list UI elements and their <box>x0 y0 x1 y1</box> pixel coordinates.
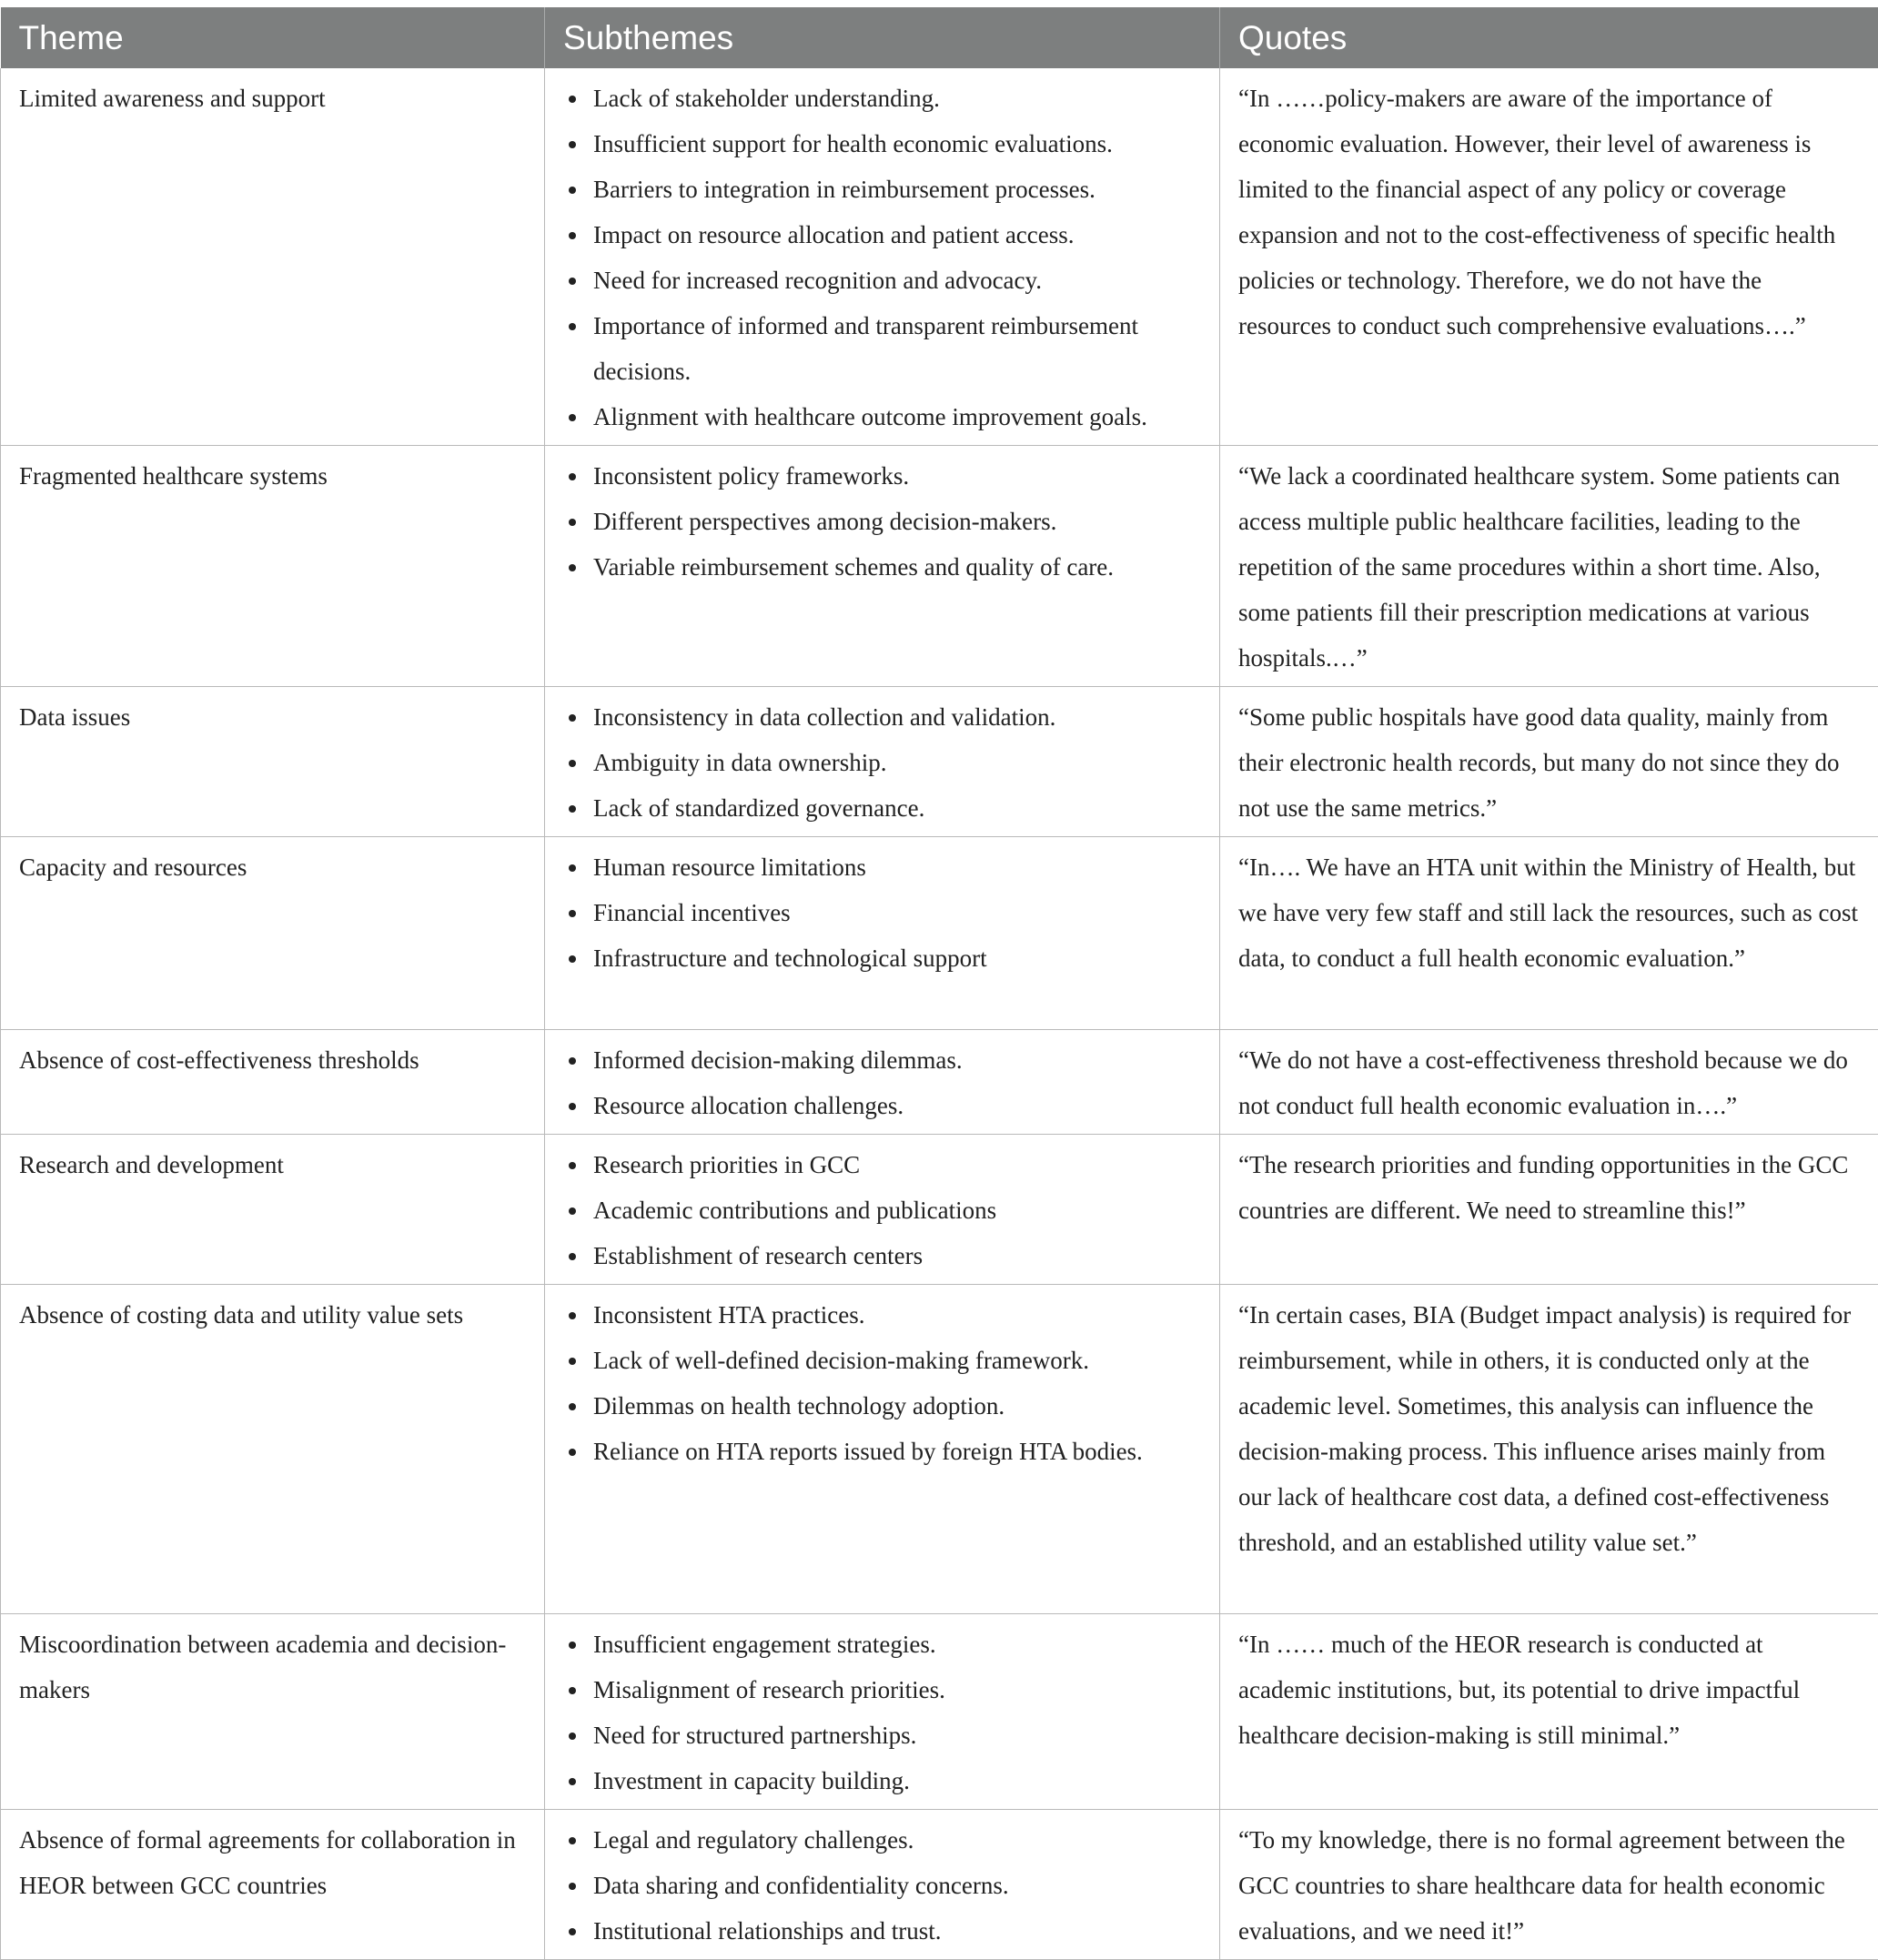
subtheme-list <box>563 694 1201 831</box>
subthemes-cell <box>545 446 1220 687</box>
subtheme-list <box>563 1817 1201 1954</box>
subtheme-list <box>563 1622 1201 1803</box>
theme-cell: Absence of formal agreements for collaboration in HEOR between GCC countries <box>1 1810 545 1960</box>
subtheme-list <box>563 76 1201 439</box>
subtheme-item: Barriers to integration in reimbursement processes. <box>593 167 1201 212</box>
header-theme: Theme <box>1 7 545 68</box>
subthemes-cell <box>545 1285 1220 1614</box>
subtheme-item: Dilemmas on health technology adoption. <box>593 1383 1201 1429</box>
themes-table-container <box>0 7 1878 1960</box>
subtheme-list <box>563 453 1201 590</box>
subthemes-cell <box>545 1135 1220 1285</box>
subtheme-item: Lack of well-defined decision-making framework. <box>593 1338 1201 1383</box>
quote-cell: “We do not have a cost-effectiveness threshold because we do not conduct full health economic evaluation in….” <box>1220 1030 1878 1135</box>
table-row <box>1 1614 1878 1810</box>
header-subthemes: Subthemes <box>545 7 1220 68</box>
subthemes-cell <box>545 687 1220 837</box>
header-row <box>1 7 1878 68</box>
subtheme-item: Reliance on HTA reports issued by foreign HTA bodies. <box>593 1429 1201 1474</box>
subtheme-item: Infrastructure and technological support <box>593 935 1201 981</box>
quote-cell: “In certain cases, BIA (Budget impact analysis) is required for reimbursement, while in others, it is conducted only at the academic level. Sometimes, this analysis can influence the decision-making process. This influence arises mainly from our lack of healthcare cost data, a defined cost-effectiveness threshold, and an established utility value set.” <box>1220 1285 1878 1614</box>
table-header <box>1 7 1878 68</box>
subthemes-cell <box>545 1614 1220 1810</box>
subtheme-item: Ambiguity in data ownership. <box>593 740 1201 785</box>
subtheme-item: Human resource limitations <box>593 844 1201 890</box>
theme-cell: Absence of costing data and utility value sets <box>1 1285 545 1614</box>
quote-cell: “In…. We have an HTA unit within the Ministry of Health, but we have very few staff and still lack the resources, such as cost data, to conduct a full health economic evaluation.” <box>1220 837 1878 1030</box>
header-quotes: Quotes <box>1220 7 1878 68</box>
subtheme-item: Importance of informed and transparent reimbursement decisions. <box>593 303 1201 394</box>
theme-cell: Absence of cost-effectiveness thresholds <box>1 1030 545 1135</box>
table-body <box>1 68 1878 1960</box>
subtheme-list <box>563 1292 1201 1474</box>
subtheme-item: Data sharing and confidentiality concerns. <box>593 1863 1201 1908</box>
subthemes-cell <box>545 1810 1220 1960</box>
subtheme-item: Informed decision-making dilemmas. <box>593 1037 1201 1083</box>
subtheme-item: Misalignment of research priorities. <box>593 1667 1201 1712</box>
subtheme-item: Academic contributions and publications <box>593 1187 1201 1233</box>
subthemes-cell <box>545 837 1220 1030</box>
subtheme-item: Investment in capacity building. <box>593 1758 1201 1803</box>
subtheme-item: Insufficient engagement strategies. <box>593 1622 1201 1667</box>
table-row <box>1 837 1878 1030</box>
table-row <box>1 1810 1878 1960</box>
theme-cell: Fragmented healthcare systems <box>1 446 545 687</box>
table-row <box>1 687 1878 837</box>
table-row <box>1 68 1878 446</box>
quote-cell: “Some public hospitals have good data quality, mainly from their electronic health records, but many do not since they do not use the same metrics.” <box>1220 687 1878 837</box>
table-row <box>1 1285 1878 1614</box>
subtheme-item: Alignment with healthcare outcome improvement goals. <box>593 394 1201 439</box>
subthemes-cell <box>545 1030 1220 1135</box>
theme-cell: Miscoordination between academia and decision-makers <box>1 1614 545 1810</box>
theme-cell: Research and development <box>1 1135 545 1285</box>
subtheme-list <box>563 1037 1201 1128</box>
subtheme-list <box>563 1142 1201 1278</box>
table-row <box>1 1135 1878 1285</box>
subtheme-item: Lack of stakeholder understanding. <box>593 76 1201 121</box>
subtheme-item: Research priorities in GCC <box>593 1142 1201 1187</box>
quote-cell: “In ……policy-makers are aware of the importance of economic evaluation. However, their level of awareness is limited to the financial aspect of any policy or coverage expansion and not to the cost-effectiveness of specific health policies or technology. Therefore, we do not have the resources to conduct such comprehensive evaluations….” <box>1220 68 1878 446</box>
subtheme-item: Legal and regulatory challenges. <box>593 1817 1201 1863</box>
subtheme-item: Variable reimbursement schemes and quality of care. <box>593 544 1201 590</box>
quote-cell: “The research priorities and funding opportunities in the GCC countries are different. We need to streamline this!” <box>1220 1135 1878 1285</box>
subtheme-item: Establishment of research centers <box>593 1233 1201 1278</box>
subtheme-item: Insufficient support for health economic evaluations. <box>593 121 1201 167</box>
theme-cell: Capacity and resources <box>1 837 545 1030</box>
subtheme-item: Different perspectives among decision-makers. <box>593 499 1201 544</box>
theme-cell: Data issues <box>1 687 545 837</box>
subtheme-item: Need for increased recognition and advocacy. <box>593 258 1201 303</box>
subtheme-list <box>563 844 1201 981</box>
subtheme-item: Inconsistent HTA practices. <box>593 1292 1201 1338</box>
subtheme-item: Resource allocation challenges. <box>593 1083 1201 1128</box>
subtheme-item: Financial incentives <box>593 890 1201 935</box>
subtheme-item: Inconsistency in data collection and validation. <box>593 694 1201 740</box>
table-row <box>1 446 1878 687</box>
table-row <box>1 1030 1878 1135</box>
subthemes-cell <box>545 68 1220 446</box>
subtheme-item: Institutional relationships and trust. <box>593 1908 1201 1954</box>
quote-cell: “In …… much of the HEOR research is conducted at academic institutions, but, its potential to drive impactful healthcare decision-making is still minimal.” <box>1220 1614 1878 1810</box>
themes-table <box>0 7 1878 1960</box>
subtheme-item: Need for structured partnerships. <box>593 1712 1201 1758</box>
quote-cell: “We lack a coordinated healthcare system. Some patients can access multiple public healthcare facilities, leading to the repetition of the same procedures within a short time. Also, some patients fill their prescription medications at various hospitals.…” <box>1220 446 1878 687</box>
subtheme-item: Inconsistent policy frameworks. <box>593 453 1201 499</box>
subtheme-item: Lack of standardized governance. <box>593 785 1201 831</box>
subtheme-item: Impact on resource allocation and patient access. <box>593 212 1201 258</box>
quote-cell: “To my knowledge, there is no formal agreement between the GCC countries to share healthcare data for health economic evaluations, and we need it!” <box>1220 1810 1878 1960</box>
theme-cell: Limited awareness and support <box>1 68 545 446</box>
